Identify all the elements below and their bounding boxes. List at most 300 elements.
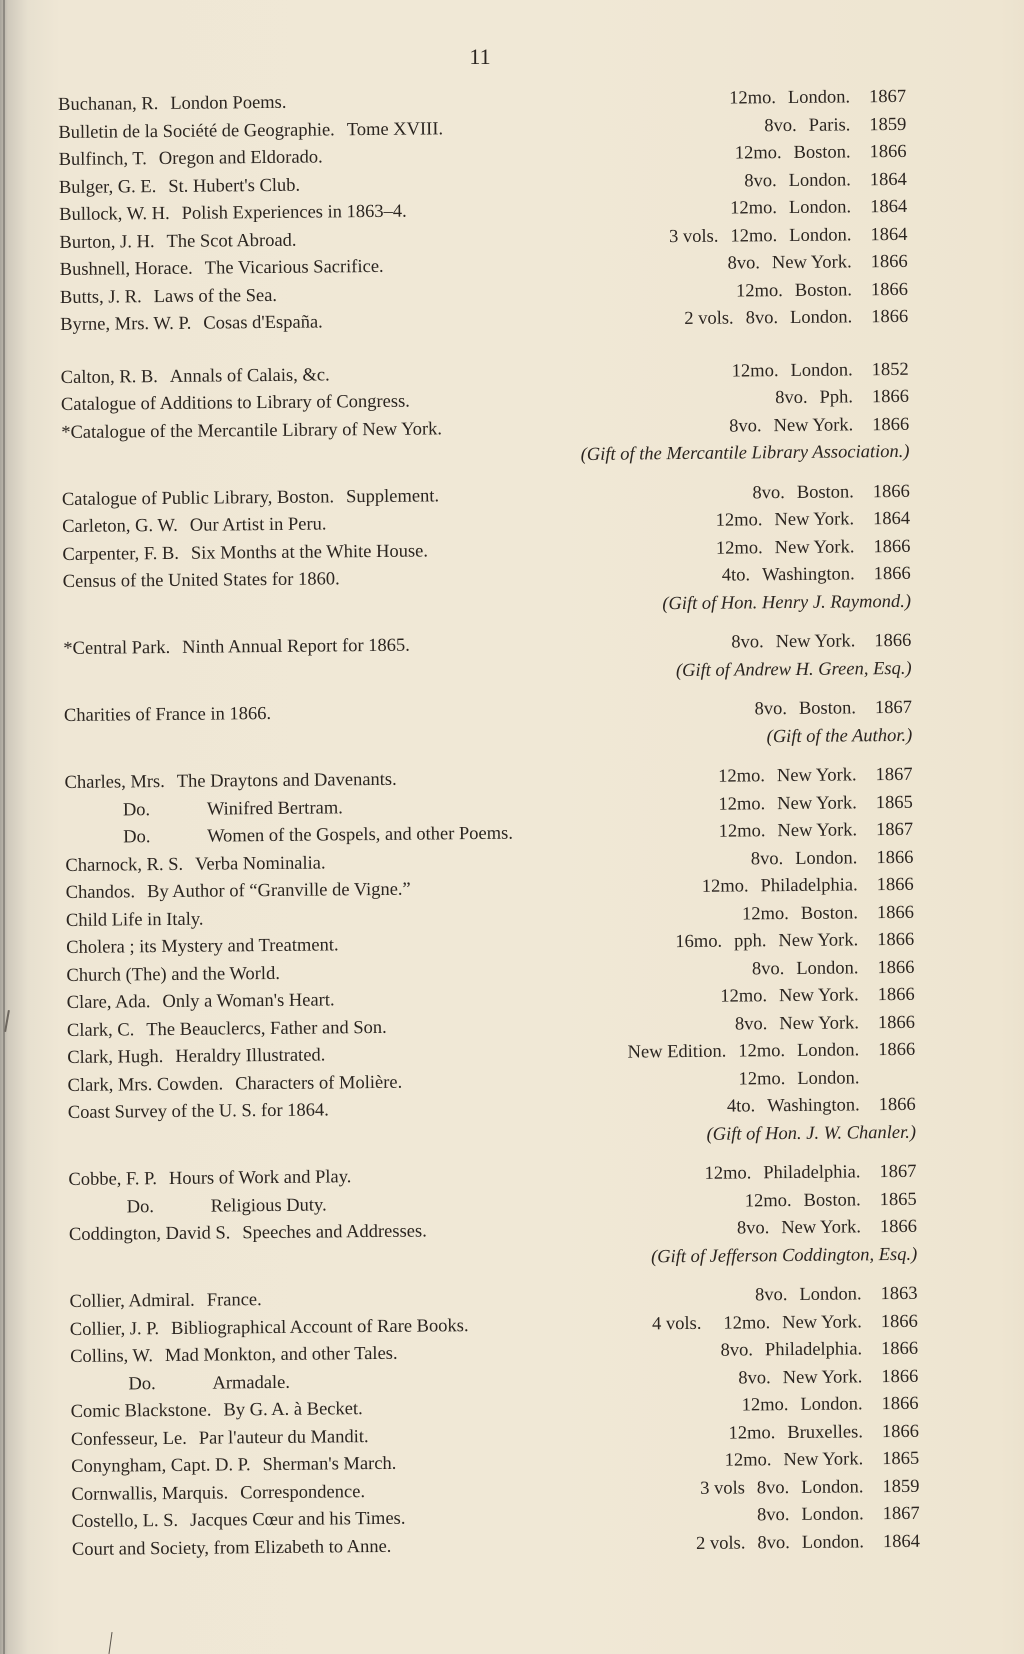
entry-imprint xyxy=(743,1281,918,1310)
entry-author: Burton, J. H. xyxy=(59,231,155,253)
entry-format: 8vo. xyxy=(738,1367,771,1389)
entry-imprint xyxy=(704,506,911,535)
entry-year: 1866 xyxy=(874,630,912,652)
entry-format: 12mo. xyxy=(723,1312,771,1334)
entry-place: Boston. xyxy=(794,279,853,301)
entry-format: 12mo. xyxy=(741,903,789,924)
entry-place: New York. xyxy=(782,1366,863,1388)
entry-author: Court and Society, from Elizabeth to Anne. xyxy=(71,1536,392,1560)
entry-year: 1859 xyxy=(882,1476,920,1497)
entry-year: 1866 xyxy=(877,929,915,951)
entry-imprint xyxy=(726,1363,918,1392)
entry-author: Clark, Hugh. xyxy=(67,1047,164,1068)
entry-place: Boston. xyxy=(800,902,859,924)
entry-left xyxy=(70,1369,290,1399)
entry-title: Par l'auteur du Mandit. xyxy=(198,1426,369,1449)
entry-year: 1864 xyxy=(870,196,908,218)
entry-format: 8vo. xyxy=(752,482,785,503)
entry-title: Cosas d'España. xyxy=(203,312,323,334)
entry-place: London. xyxy=(788,197,852,218)
entry-imprint xyxy=(706,789,913,818)
entry-year: 1866 xyxy=(878,1094,916,1116)
entry-author: Bulfinch, T. xyxy=(58,149,147,170)
entry-left xyxy=(66,932,351,962)
entry-imprint xyxy=(616,1037,916,1067)
entry-left xyxy=(69,1287,261,1316)
entry-imprint xyxy=(724,276,908,305)
entry-year: 1866 xyxy=(872,481,910,502)
entry-imprint xyxy=(720,356,909,385)
entry-place: Boston. xyxy=(803,1189,861,1211)
entry-format: 12mo. xyxy=(729,88,777,109)
entry-left xyxy=(67,1014,387,1045)
entry-volumes: 2 vols. xyxy=(684,308,734,329)
entry-author: Cornwallis, Marquis. xyxy=(71,1482,229,1505)
entry-left xyxy=(71,1479,365,1509)
entry-title: By G. A. à Becket. xyxy=(223,1399,363,1421)
entry-format: 8vo. xyxy=(750,848,784,869)
entry-title: Correspondence. xyxy=(240,1481,366,1503)
entry-title: Six Months at the White House. xyxy=(190,540,429,564)
entry-title: Armadale. xyxy=(212,1372,291,1394)
entry-left xyxy=(70,1341,398,1372)
entry-year: 1864 xyxy=(873,508,911,530)
entry-title: Our Artist in Peru. xyxy=(189,514,327,536)
entry-year: 1866 xyxy=(871,386,910,408)
entry-left xyxy=(60,254,384,285)
entry-format: 12mo. xyxy=(720,986,768,1007)
entry-imprint xyxy=(713,1446,920,1475)
entry-title: Heraldry Illustrated. xyxy=(175,1045,326,1067)
entry-author: Coddington, David S. xyxy=(68,1223,231,1245)
entry-format: 8vo. xyxy=(756,1477,790,1498)
stray-pencil-mark xyxy=(108,1632,112,1654)
entry-left xyxy=(67,987,335,1017)
entry-year: 1852 xyxy=(871,359,909,380)
entry-left xyxy=(72,1506,406,1537)
entry-author: Butts, J. R. xyxy=(59,286,142,308)
entry-author: Collins, W. xyxy=(70,1346,154,1367)
entry-year: 1866 xyxy=(876,847,914,868)
entry-left xyxy=(66,877,411,908)
entry-place: New York. xyxy=(779,1012,860,1034)
entry-title: The Draytons and Davenants. xyxy=(176,769,397,792)
entry-left xyxy=(65,767,397,798)
entry-imprint xyxy=(688,1473,920,1503)
page-number: 11 xyxy=(469,44,491,69)
entry-left xyxy=(62,483,439,514)
entry-place: New York. xyxy=(774,536,855,558)
entry-format: 8vo. xyxy=(727,253,761,274)
entry-author: Bushnell, Horace. xyxy=(59,258,193,280)
entry-format: 12mo. xyxy=(704,1163,752,1184)
entry-volumes: 3 vols. xyxy=(669,226,719,247)
entry-volumes: 16mo. xyxy=(675,931,723,953)
entry-year: 1866 xyxy=(870,279,909,300)
entry-place: London. xyxy=(801,1476,864,1498)
entry-place: New York. xyxy=(781,1217,862,1239)
entry-author: Bullock, W. H. xyxy=(59,203,170,225)
entry-year: 1866 xyxy=(881,1393,919,1415)
gift-note: (Gift of Hon. J. W. Chanler.) xyxy=(706,1122,917,1145)
entry-title: Verba Nominalia. xyxy=(195,852,326,875)
entry-year: 1866 xyxy=(877,957,915,978)
entry-title: Sherman's March. xyxy=(262,1453,397,1476)
entry-place: Washington. xyxy=(762,564,855,586)
entry-imprint xyxy=(708,982,915,1011)
entry-title: Characters of Molière. xyxy=(235,1072,403,1094)
entry-format: 8vo. xyxy=(757,1532,790,1553)
entry-left xyxy=(61,389,422,420)
entry-place: Boston. xyxy=(796,481,854,503)
entry-author: Chandos. xyxy=(65,882,136,903)
entry-volumes: 2 vols. xyxy=(695,1532,746,1554)
entry-place: Philadelphia. xyxy=(764,1339,863,1361)
entry-year: 1866 xyxy=(881,1338,919,1360)
entry-imprint xyxy=(709,1336,919,1366)
entry-year: 1866 xyxy=(876,874,914,896)
entry-author: *Catalogue of the Mercantile Library of New York. xyxy=(61,418,443,443)
entry-author: Census of the United States for 1860. xyxy=(62,569,340,592)
entry-imprint xyxy=(716,1418,919,1447)
entry-format: 12mo. xyxy=(728,1422,776,1444)
gift-note: (Gift of Andrew H. Green, Esq.) xyxy=(675,658,912,681)
entry-left xyxy=(68,1164,351,1194)
entry-place: London. xyxy=(796,1040,860,1061)
entry-imprint xyxy=(704,533,911,562)
entry-format: 8vo. xyxy=(757,1505,790,1526)
entry-author: Cholera ; its Mystery and Treatment. xyxy=(66,935,339,958)
entry-title: Laws of the Sea. xyxy=(153,285,278,307)
entry-left xyxy=(71,1396,363,1426)
entry-title: St. Hubert's Club. xyxy=(168,175,301,197)
entry-place: New York. xyxy=(777,792,857,814)
entry-year: 1865 xyxy=(882,1448,920,1470)
entry-place: Paris. xyxy=(808,114,851,136)
entry-format: 12mo. xyxy=(730,198,778,219)
entry-imprint xyxy=(745,1501,920,1530)
entry-title: Religious Duty. xyxy=(210,1194,327,1217)
entry-imprint xyxy=(707,817,914,846)
entry-title: Annals of Calais, &c. xyxy=(169,364,330,387)
entry-imprint xyxy=(723,1009,915,1038)
entry-imprint xyxy=(690,872,914,902)
entry-imprint xyxy=(663,927,914,957)
entry-format: 8vo. xyxy=(754,699,787,720)
entry-title: Speeches and Addresses. xyxy=(242,1221,427,1244)
entry-place: New York. xyxy=(776,765,857,787)
entry-year: 1866 xyxy=(880,1311,918,1332)
entry-author: Cobbe, F. P. xyxy=(68,1169,158,1190)
entry-title: France. xyxy=(206,1290,262,1311)
entry-title: The Beauclercs, Father and Son. xyxy=(146,1017,387,1040)
entry-imprint xyxy=(742,695,912,724)
entry-title: Women of the Gospels, and other Poems. xyxy=(207,823,514,847)
entry-place: Bruxelles. xyxy=(787,1421,863,1443)
entry-format: 8vo. xyxy=(764,115,797,136)
entry-format: 12mo. xyxy=(731,360,779,382)
entry-left xyxy=(58,116,443,147)
entry-year: 1866 xyxy=(877,1012,916,1033)
gift-note: (Gift of the Author.) xyxy=(766,725,913,747)
entry-place: London. xyxy=(790,359,853,381)
entry-left xyxy=(61,416,454,447)
entry-format: 12mo. xyxy=(715,510,763,531)
entry-year: 1866 xyxy=(869,141,907,163)
entry-author: Carpenter, F. B. xyxy=(62,543,179,565)
entry-author: Conyngham, Capt. D. P. xyxy=(71,1455,251,1477)
entry-place: New York. xyxy=(775,631,856,653)
entry-year: 1864 xyxy=(870,224,908,245)
entry-author: Charnock, R. S. xyxy=(65,854,184,876)
entry-place: London. xyxy=(800,1394,863,1415)
entry-imprint xyxy=(692,1159,916,1189)
entry-author: Collier, J. P. xyxy=(69,1318,160,1340)
entry-place: Pph. xyxy=(819,387,854,408)
entry-left xyxy=(58,90,287,120)
entry-place: London. xyxy=(796,957,859,979)
gift-note: (Gift of Jefferson Coddington, Esq.) xyxy=(650,1244,918,1267)
entry-format: 8vo. xyxy=(745,308,779,329)
entry-author: *Central Park. xyxy=(63,637,171,659)
entry-author: Catalogue of Additions to Library of Congress. xyxy=(60,391,410,415)
entry-title: London Poems. xyxy=(170,92,287,114)
entry-imprint xyxy=(725,1214,917,1243)
entry-left xyxy=(59,172,300,202)
entry-left xyxy=(65,795,343,825)
entry-ditto: Do. xyxy=(126,1196,155,1217)
entry-place: Washington. xyxy=(767,1095,860,1117)
entry-imprint xyxy=(706,762,913,791)
entry-imprint xyxy=(672,304,908,334)
entry-title: Tome XVIII. xyxy=(346,118,444,140)
entry-title: The Vicarious Sacrifice. xyxy=(204,256,384,279)
entry-year: 1866 xyxy=(876,902,915,923)
entry-place: New York. xyxy=(773,414,854,436)
entry-imprint xyxy=(716,249,908,278)
entry-ditto: Do. xyxy=(128,1373,156,1394)
entry-year: 1866 xyxy=(873,536,911,557)
entry-format: 12mo. xyxy=(718,821,766,842)
entry-format: pph. xyxy=(734,931,767,952)
entry-year: 1866 xyxy=(881,1421,919,1442)
entry-left xyxy=(71,1424,369,1454)
entry-year: 1866 xyxy=(879,1216,918,1238)
entry-place: Philadelphia. xyxy=(760,875,858,897)
entry-format: 12mo. xyxy=(736,280,783,301)
entry-imprint xyxy=(715,1092,916,1121)
entry-left xyxy=(63,566,352,596)
entry-format: 8vo. xyxy=(754,1285,788,1306)
entry-format: 8vo. xyxy=(729,415,762,437)
entry-imprint xyxy=(730,899,914,928)
entry-left xyxy=(69,1192,327,1222)
entry-author: Costello, L. S. xyxy=(71,1510,179,1532)
entry-author: Charles, Mrs. xyxy=(64,772,165,793)
entry-imprint xyxy=(723,139,907,168)
entry-year: 1866 xyxy=(870,251,908,273)
entry-year: 1866 xyxy=(871,306,909,328)
entry-left xyxy=(62,511,327,541)
entry-place: Boston. xyxy=(798,698,857,719)
entry-ditto: Do. xyxy=(123,827,151,848)
entry-imprint xyxy=(652,1308,918,1338)
entry-author: Carleton, G. W. xyxy=(62,515,178,537)
entry-place: New York. xyxy=(778,930,859,952)
entry-place: London. xyxy=(795,847,858,869)
entry-left xyxy=(60,309,323,339)
entry-year: 1863 xyxy=(880,1283,918,1305)
entry-left xyxy=(71,1451,396,1482)
entry-author: Collier, Admiral. xyxy=(69,1290,195,1312)
entry-format: 12mo. xyxy=(701,876,749,897)
entry-author: Charities of France in 1866. xyxy=(63,703,272,726)
entry-imprint xyxy=(717,411,909,440)
binding-gutter xyxy=(3,0,5,1654)
entry-left xyxy=(72,1533,404,1564)
entry-author: Clark, Mrs. Cowden. xyxy=(67,1073,224,1096)
entry-author: Byrne, Mrs. W. P. xyxy=(60,313,192,335)
entry-year: 1864 xyxy=(882,1531,921,1552)
entry-left xyxy=(66,960,292,990)
entry-imprint xyxy=(739,844,914,873)
entry-year: 1864 xyxy=(869,169,907,190)
entry-left xyxy=(65,850,325,880)
entry-ditto: Do. xyxy=(122,799,151,820)
entry-author: Confesseur, Le. xyxy=(70,1428,187,1450)
entry-author: Bulletin de la Société de Geographie. xyxy=(58,119,335,143)
entry-format: 8vo. xyxy=(736,1218,770,1239)
entry-format: 8vo. xyxy=(731,632,764,653)
entry-place: London. xyxy=(797,1067,860,1089)
catalogue-list xyxy=(58,84,920,1564)
entry-left xyxy=(68,1097,341,1127)
entry-title: Only a Woman's Heart. xyxy=(162,990,335,1013)
entry-imprint xyxy=(740,954,915,983)
entry-format: 12mo. xyxy=(715,537,763,559)
entry-left xyxy=(65,821,513,853)
entry-left xyxy=(59,227,296,257)
gift-note: (Gift of Hon. Henry J. Raymond.) xyxy=(662,591,912,614)
entry-place: London. xyxy=(801,1531,865,1553)
entry-title: Polish Experiences in 1863–4. xyxy=(181,201,407,224)
entry-author: Bulger, G. E. xyxy=(58,176,157,198)
entry-year: 1865 xyxy=(879,1189,917,1210)
entry-format: 12mo. xyxy=(744,1190,792,1211)
entry-year: 1866 xyxy=(873,563,911,585)
entry-left xyxy=(59,144,323,174)
entry-year: 1867 xyxy=(879,1161,917,1183)
entry-year: 1867 xyxy=(875,764,913,786)
entry-left xyxy=(66,906,216,935)
entry-imprint xyxy=(740,478,910,507)
entry-author: Clark, C. xyxy=(66,1019,135,1041)
entry-format: 8vo. xyxy=(775,387,808,409)
entry-imprint xyxy=(657,221,908,251)
entry-imprint xyxy=(726,1064,915,1093)
entry-year: 1867 xyxy=(876,819,914,841)
entry-place: New York. xyxy=(774,509,855,531)
entry-format: 8vo. xyxy=(744,170,777,191)
entry-place: Philadelphia. xyxy=(763,1162,861,1184)
entry-year: 1866 xyxy=(878,1039,916,1061)
entry-format: 12mo. xyxy=(741,1395,789,1416)
entry-place: London. xyxy=(801,1504,864,1525)
entry-place: London. xyxy=(787,87,851,108)
entry-year: 1867 xyxy=(868,86,907,108)
entry-place: New York. xyxy=(783,1449,864,1471)
entry-imprint xyxy=(730,1391,919,1420)
entry-imprint xyxy=(684,1528,920,1558)
entry-title: By Author of “Granville de Vigne.” xyxy=(146,879,411,903)
entry-format: 4to. xyxy=(721,565,751,586)
entry-imprint xyxy=(763,384,909,413)
entry-left xyxy=(69,1219,427,1250)
entry-volumes: New Edition. xyxy=(627,1041,727,1063)
entry-imprint xyxy=(719,628,911,657)
gift-note: (Gift of the Mercantile Library Association.) xyxy=(580,441,910,465)
entry-place: London. xyxy=(789,307,853,328)
entry-format: 8vo. xyxy=(720,1340,754,1361)
entry-left xyxy=(60,282,277,312)
entry-title: Oregon and Eldorado. xyxy=(158,147,323,170)
entry-author: Comic Blackstone. xyxy=(70,1400,212,1422)
entry-title: Jacques Cœur and his Times. xyxy=(190,1508,406,1531)
entry-author: Child Life in Italy. xyxy=(65,909,204,931)
entry-format: 12mo. xyxy=(718,793,766,815)
entry-format: 12mo. xyxy=(724,1450,772,1471)
entry-title: Winifred Bertram. xyxy=(206,797,343,820)
entry-title: Bibliographical Account of Rare Books. xyxy=(170,1315,469,1339)
entry-title: Supplement. xyxy=(345,485,440,507)
entry-imprint xyxy=(732,166,907,195)
entry-imprint xyxy=(752,111,906,140)
entry-left xyxy=(63,633,410,664)
entry-title: Hours of Work and Play. xyxy=(168,1167,352,1189)
entry-year: 1865 xyxy=(875,792,913,813)
entry-year: 1866 xyxy=(872,414,910,435)
entry-format: 8vo. xyxy=(734,1013,768,1035)
entry-author: Buchanan, R. xyxy=(58,94,159,115)
entry-author: Catalogue of Public Library, Boston. xyxy=(61,486,335,510)
entry-author: Coast Survey of the U. S. for 1864. xyxy=(67,1100,329,1123)
entry-title: Mad Monkton, and other Tales. xyxy=(164,1343,398,1367)
entry-format: 12mo. xyxy=(738,1041,786,1062)
entry-year: 1859 xyxy=(869,114,907,135)
entry-format: 4to. xyxy=(726,1096,756,1117)
entry-year: 1866 xyxy=(881,1366,919,1387)
entry-volumes: 3 vols xyxy=(700,1477,745,1499)
entry-imprint xyxy=(710,561,911,590)
entry-left xyxy=(59,199,407,230)
entry-title: Ninth Annual Report for 1865. xyxy=(182,635,410,658)
entry-left xyxy=(64,701,283,731)
entry-left xyxy=(61,362,330,392)
entry-title: The Scot Abroad. xyxy=(166,230,297,252)
entry-year: 1867 xyxy=(882,1503,920,1525)
entry-place: London. xyxy=(788,169,851,191)
entry-place: New York. xyxy=(778,985,859,1007)
entry-imprint xyxy=(718,194,907,223)
entry-left xyxy=(62,538,428,569)
entry-format: 12mo. xyxy=(734,143,782,164)
entry-format: 12mo. xyxy=(730,225,778,247)
entry-left xyxy=(70,1313,469,1344)
entry-author: Church (The) and the World. xyxy=(66,963,281,986)
entry-year: 1866 xyxy=(877,984,915,1006)
entry-place: New York. xyxy=(771,252,852,274)
entry-place: London. xyxy=(799,1284,862,1305)
